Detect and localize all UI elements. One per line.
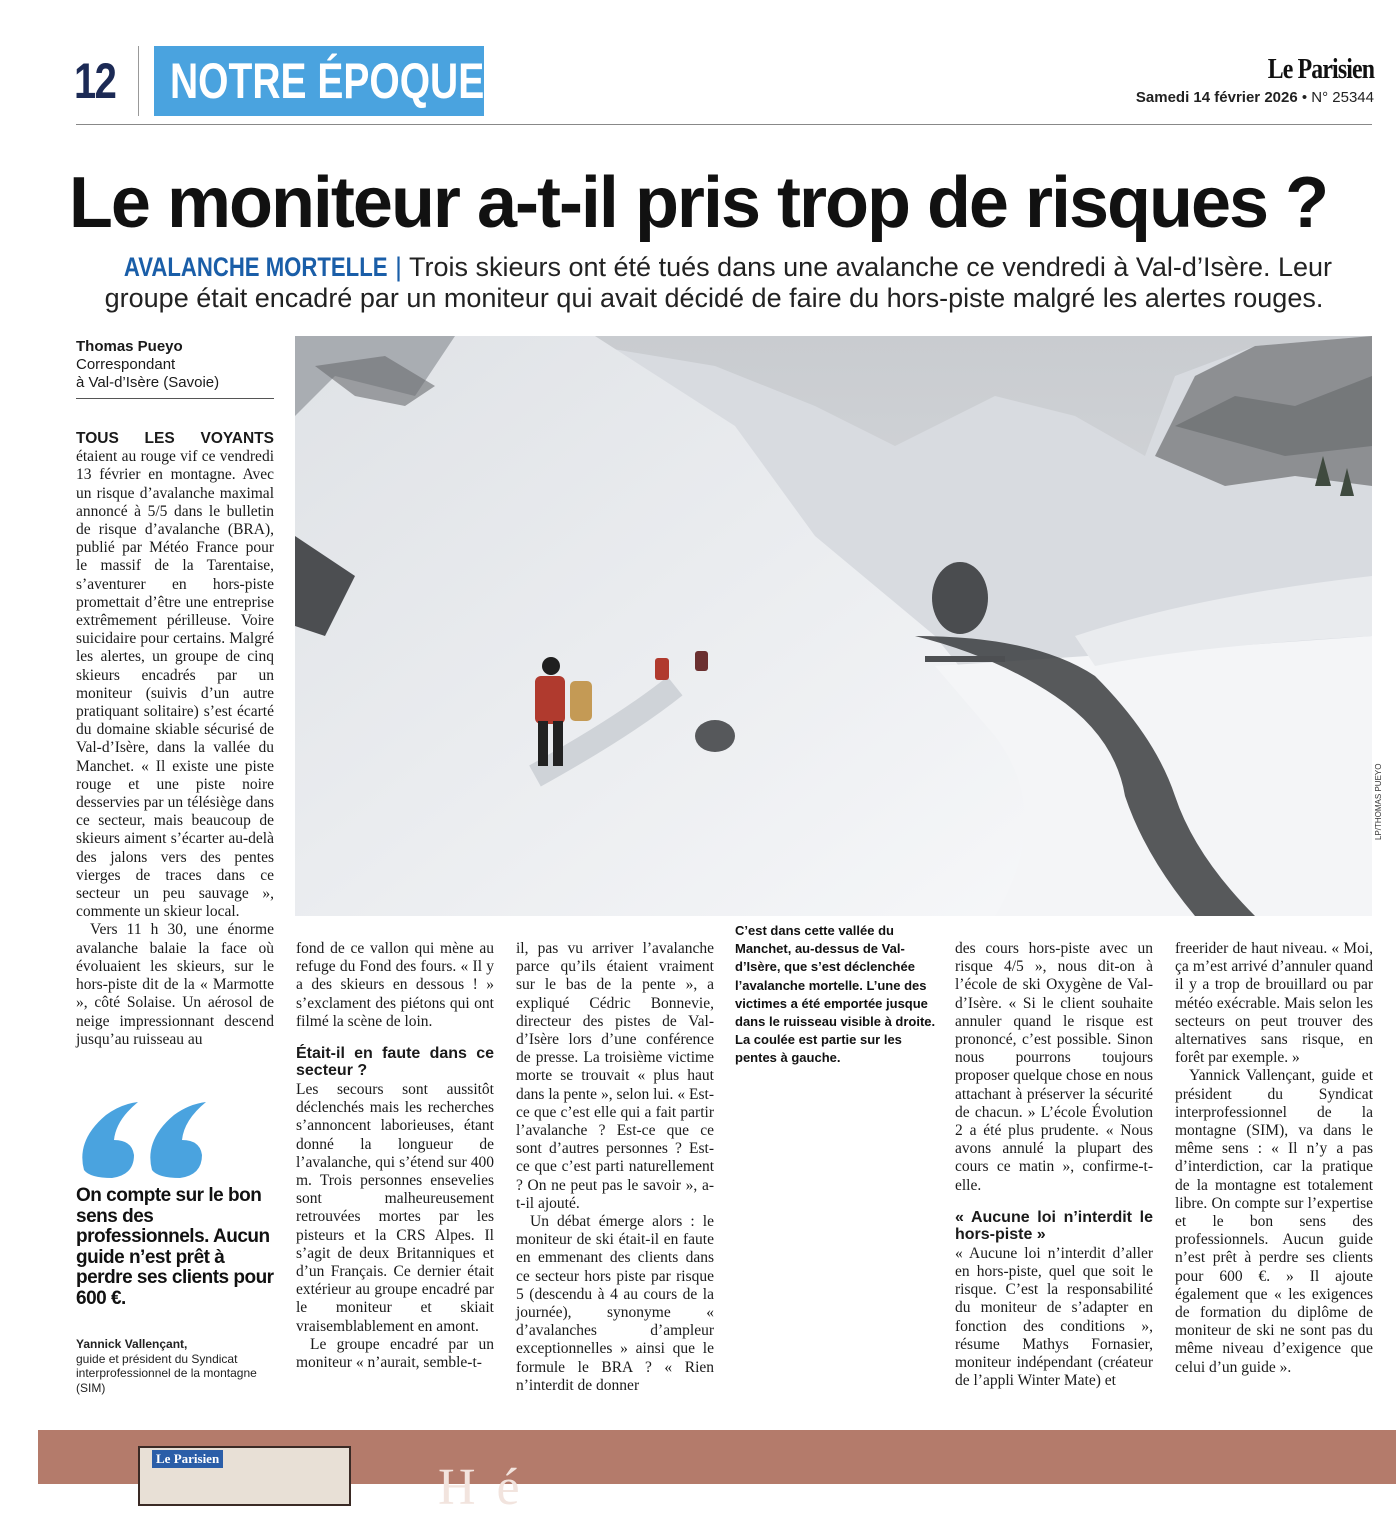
article-paragraph: fond de ce vallon qui mène au refuge du Fond des fours. « Il y a des skieurs en dessous ! » s’exclament des piétons qui ont filmé la scène de loin.	[296, 940, 494, 1030]
column-3	[516, 940, 714, 1395]
lead-in: TOUS LES VOYANTS	[76, 430, 274, 447]
newspaper-logo: Le Parisien	[1267, 54, 1374, 85]
article-kicker: AVALANCHE MORTELLE	[123, 252, 388, 282]
header-rule	[76, 124, 1372, 125]
byline	[76, 338, 274, 399]
subheading: Était-il en faute dans ce secteur ?	[296, 1045, 494, 1080]
kicker-separator: |	[387, 252, 409, 282]
section-rubric	[154, 46, 484, 116]
author-name: Thomas Pueyo	[76, 338, 183, 355]
quote-author-role: guide et président du Syndicat interprofessionnel de la montagne (SIM)	[76, 1351, 257, 1395]
quote-attribution	[76, 1337, 286, 1395]
article-paragraph: « Aucune loi n’interdit d’aller en hors-piste, quel que soit le risque. C’est la responsabilité du moniteur de s’adapter en fonction des conditions », résume Mathys Fornasier, moniteur indépendant (créateur de l’appli Winter Mate) et	[955, 1244, 1153, 1390]
quote-mark-icon	[76, 1100, 216, 1185]
ad-brand-logo: Le Parisien	[152, 1450, 223, 1468]
footer-advertisement[interactable]	[38, 1430, 1396, 1516]
article-paragraph: il, pas vu arriver l’avalanche parce qu’ils étaient vraiment sur le bas de la pente », a expliqué Cédric Bonnevie, directeur des pistes de Val-d’Isère lors d’une conférence de presse. La troisième victime morte se trouvait « plus haut dans la pente », selon lui. « Est-ce que c’est elle qui a fait partir l’avalanche ? Est-ce que ce sont d’autres personnes ? Est-ce que c’est parti naturellement ? On ne peut pas le savoir », a-t-il ajouté.	[516, 940, 714, 1212]
column-2	[296, 940, 494, 1372]
header-separator	[138, 46, 139, 116]
article-paragraph: Yannick Vallençant, guide et président du Syndicat interprofessionnel de la montagne (SIM), va dans le même sens : « Il n’y a pas d’interdiction, car la pratique de la montagne est totalement libre. On compte sur l’expertise et le bon sens des professionnels. Aucun guide n’est prêt à perdre ses clients pour 600 €. » Il ajoute également que « les exigences de formation du diplôme de moniteur de ski ne sont pas du même niveau d’exigence que celui d’un guide ».	[1175, 1067, 1373, 1376]
article-chapo	[84, 252, 1344, 314]
article-paragraph: Vers 11 h 30, une énorme avalanche balaie la face où évoluaient les skieurs, sur le hors-piste dit de la « Marmotte », côté Solaise. Un aérosol de neige impressionnant descend jusqu’au ruisseau au	[76, 921, 274, 1048]
paragraph-text: étaient au rouge vif ce vendredi 13 février en montagne. Avec un risque d’avalanche maximal annoncé à 5/5 dans le bulletin de risque d’avalanche (BRA), publié par Météo France pour le massif de la Tarentaise, s’aventurer en hors-piste promettait d’être une entreprise extrêmement périlleuse. Voire suicidaire pour certains. Malgré les alertes, un groupe de cinq skieurs encadrés par un moniteur (suivis d’un autre pratiquant solitaire) s’est écarté du domaine skiable sécurisé de Val-d’Isère, dans la vallée du Manchet. « Il existe une piste rouge et une piste noire desservies par un télésiège dans ce secteur, mais beaucoup de skieurs aiment s’écarter au-delà des jalons vers des pentes vierges de traces dans ce secteur un peu sauvage », commente un skieur local.	[76, 448, 274, 921]
ad-headline: H é	[438, 1459, 524, 1516]
issue-date: Samedi 14 février 2026	[1135, 89, 1298, 106]
ad-book-cover	[138, 1446, 351, 1506]
column-6	[1175, 940, 1373, 1377]
chapo-text: Trois skieurs ont été tués dans une avalanche ce vendredi à Val-d’Isère. Leur groupe était encadré par un moniteur qui avait décidé de faire du hors-piste malgré les alertes rouges.	[104, 252, 1333, 313]
article-title: Le moniteur a-t-il pris trop de risques ?	[68, 163, 1328, 243]
article-paragraph: des cours hors-piste avec un risque 4/5 », nous dit-on à l’école de ski Oxygène de Val-d’Isère. « Si le client souhaite annuler quand le risque est prononcé, c’est possible. Sinon nous pourrons toujours proposer quelque chose en nous attachant à préserver la sécurité de chacun. » L’école Évolution 2 a été plus prudente. « Nous avons annulé la plupart des cours ce matin », confirme-t-elle.	[955, 940, 1154, 1194]
author-role: Correspondant	[76, 356, 176, 373]
column-5	[955, 940, 1153, 1390]
photo-caption: C’est dans cette vallée du Manchet, au-dessus de Val-d’Isère, que s’est déclenchée l’avalanche mortelle. L’une des victimes a été emportée jusque dans le ruisseau visible à droite. La coulée est partie sur les pentes à gauche.	[735, 923, 936, 1066]
column-1	[76, 430, 274, 1049]
page-number: 12	[74, 53, 116, 109]
article-paragraph: Le groupe encadré par un moniteur « n’aurait, semble-t-	[296, 1335, 494, 1372]
dateline	[1136, 89, 1374, 106]
issue-number: • N° 25344	[1301, 89, 1374, 106]
section-rubric-label: NOTRE ÉPOQUE	[170, 53, 485, 109]
article-photo	[295, 336, 1372, 916]
article-paragraph: Un débat émerge alors : le moniteur de ski était-il en faute en emmenant des clients dans ce secteur hors piste par risque 5 (descendu à 4 au cours de la journée), synonyme « d’avalanches d’ampleur exceptionnelles » ainsi que le formule le BRA ? « Rien n’interdit de donner	[516, 1213, 714, 1394]
article-paragraph	[76, 430, 274, 921]
subheading: « Aucune loi n’interdit le hors-piste »	[955, 1208, 1153, 1243]
author-location: à Val-d’Isère (Savoie)	[76, 374, 220, 391]
article-paragraph: Les secours sont aussitôt déclenchés mais les recherches s’annoncent laborieuses, étant donné la longueur de l’avalanche, qui s’étend sur 400 m. Trois personnes ensevelies sont malheureusement retrouvées mortes par les pisteurs et la CRS Alpes. Il s’agit de deux Britanniques et d’un Français. Ce dernier était extérieur au groupe encadré par le moniteur et skiait vraisemblablement en amont.	[296, 1081, 494, 1335]
photo-credit: LP/THOMAS PUEYO	[1374, 763, 1383, 840]
avalanche-valley-photo	[295, 336, 1372, 916]
article-paragraph: freerider de haut niveau. « Moi, ça m’est arrivé d’annuler quand il y a trop de brouillard ou par météo exécrable. Mais selon les secteurs on peut trouver des alternatives sans risque, en forêt par exemple. »	[1175, 940, 1373, 1067]
quote-author: Yannick Vallençant,	[76, 1337, 188, 1351]
pull-quote: On compte sur le bon sens des professionnels. Aucun guide n’est prêt à perdre ses clients pour 600 €.	[76, 1185, 274, 1309]
